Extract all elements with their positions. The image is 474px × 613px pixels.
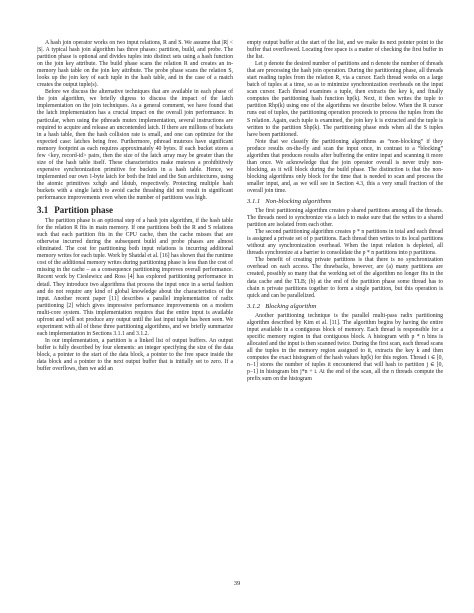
paragraph: empty output buffer at the start of the list, and we make its next pointer point to the buffer that overflowed. Locating free space is a matter of checking the first buffer in the list. <box>247 40 443 61</box>
paragraph: The partition phase is an optional step of a hash join algorithm, if the hash table for the relation R fits in main memory. If one partitions both the R and S relations such that each partition fits in the CPU cache, then the cache misses that are otherwise incurred during the subsequent build and probe phases are almost eliminated. The cost for partitioning both input relations is incurring additional memory writes for each tuple. Work by Shatdal et al. [16] has shown that the runtime cost of the additional memory writes during partitioning phase is less than the cost of missing in the cache – as a consequence partitioning improves overall performance. Recent work by Cieslewicz and Ross [4] has explored partitioning performance in detail. They introduce two algorithms that process the input once in a serial fashion and do not require any kind of global knowledge about the characteristics of the input. Another recent paper [11] describes a parallel implementation of radix partitioning [2] which gives impressive performance improvements on a modern multi-core system. This implementation requires that the entire input is available upfront and will not produce any output until the last input tuple has been seen. We experiment with all of these three partitioning algorithms, and we briefly summarize each implementation in Sections 3.1.1 and 3.1.2. <box>37 218 233 337</box>
paragraph: Before we discuss the alternative techniques that are available in each phase of the join algorithm, we briefly digress to discuss the impact of the latch implementation on the join techniques. As a general comment, we have found that the latch implementation has a crucial impact on the overall join performance. In particular, when using the pthreads mutex implementation, several instructions are required to acquire and release an uncontended latch. If there are millions of buckets in a hash table, then the hash collision rate is small, and one can optimize for the expected case: latches being free. Furthermore, pthread mutexes have significant memory footprint as each requires approximately 40 bytes. If each bucket stores a few <key, record-id> pairs, then the size of the latch array may be greater than the size of the hash table itself. These characteristics make mutexes a prohibitively expensive synchronization primitive for buckets in a hash table. Hence, we implemented our own 1-byte latch for both the Intel and the Sun architectures, using the atomic primitives xchgb and ldstub, respectively. Protecting multiple hash buckets with a single latch to avoid cache thrashing did not result in significant performance improvements even when the number of partitions was high. <box>37 89 233 202</box>
page-number: 39 <box>233 580 241 587</box>
section-heading <box>37 205 233 215</box>
section-title: Partition phase <box>54 205 114 216</box>
section-number: 3.1 <box>37 205 49 216</box>
paragraph: In our implementation, a partition is a linked list of output buffers. An output buffer is fully described by four elements: an integer specifying the size of the data block, a pointer to the start of the data block, a pointer to the free space inside the data block and a pointer to the next output buffer that is initially set to zero. If a buffer overflows, then we add an <box>37 337 233 373</box>
paragraph: The second partitioning algorithm creates p * n partitions in total and each thread is assigned a private set of p partitions. Each thread then writes to its local partitions without any synchronization overhead. When the input relation is depleted, all threads synchronize at a barrier to consolidate the p * n partitions into p partitions. <box>247 229 443 257</box>
paragraph: A hash join operator works on two input relations, R and S. We assume that |R| < |S|. A typical hash join algorithm has three phases: partition, build, and probe. The partition phase is optional and divides tuples into distinct sets using a hash function on the join key attribute. The build phase scans the relation R and creates an in-memory hash table on the join key attribute. The probe phase scans the relation S, looks up the join key of each tuple in the hash table, and in the case of a match creates the output tuple(s). <box>37 40 233 89</box>
paragraph: The benefit of creating private partitions is that there is no synchronization overhead on each access. The drawbacks, however, are (a) many partitions are created, possibly so many that the working set of the algorithm no longer fits in the data cache and the TLB; (b) at the end of the partition phase some thread has to chain n private partitions together to form a single partition, but this operation is quick and can be parallelized. <box>247 257 443 299</box>
subsection-number: 3.1.2 <box>247 302 261 310</box>
subsection-heading <box>247 198 443 206</box>
left-column <box>37 40 233 373</box>
right-column <box>247 40 443 383</box>
paragraph: The first partitioning algorithm creates p shared partitions among all the threads. The threads need to synchronize via a latch to make sure that the writes to a shared partition are isolated from each other. <box>247 208 443 229</box>
paragraph: Let p denote the desired number of partitions and n denote the number of threads that are processing the hash join operation. During the partitioning phase, all threads start reading tuples from the relation R, via a cursor. Each thread works on a large batch of tuples at a time, so as to minimize synchronization overheads on the input scan cursor. Each thread examines a tuple, then extracts the key k, and finally computes the partitioning hash function hp(k). Next, it then writes the tuple to partition Rhp(k) using one of the algorithms we describe below. When the R cursor runs out of tuples, the partitioning operation proceeds to process the tuples from the S relation. Again, each tuple is examined, the join key k is extracted and the tuple is written to the partition Shp(k). The partitioning phase ends when all the S tuples have been partitioned. <box>247 61 443 138</box>
subsection-heading <box>247 303 443 311</box>
subsection-title: Blocking algorithm <box>265 302 317 310</box>
paragraph: Another partitioning technique is the parallel multi-pass radix partitioning algorithm described by Kim et al. [11]. The algorithm begins by having the entire input available in a contiguous block of memory. Each thread is responsible for a specific memory region in that contiguous block. A histogram with p * n bins is allocated and the input is then scanned twice. During the first scan, each thread scans all the tuples in the memory region assigned to it, extracts the key k and then computes the exact histogram of the hash values hp(k) for this region. Thread i ∈ [0, n−1] stores the number of tuples it encountered that will hash to partition j ∈ [0, p−1] in histogram bin j*n + i. At the end of the scan, all the n threads compute the prefix sum on the histogram <box>247 312 443 383</box>
paragraph: Note that we classify the partitioning algorithms as “non-blocking” if they produce results on-the-fly and scan the input once, in contrast to a “blocking” algorithm that produces results after buffering the entire input and scanning it more than once. We acknowledge that the join operator overall is never truly non-blocking, as it will block during the build phase. The distinction is that the non-blocking algorithms only block for the time that is needed to scan and process the smaller input, and, as we will see in Section 4.3, this a very small fraction of the overall join time. <box>247 138 443 194</box>
subsection-title: Non-blocking algorithms <box>265 198 332 206</box>
subsection-number: 3.1.1 <box>247 198 261 206</box>
